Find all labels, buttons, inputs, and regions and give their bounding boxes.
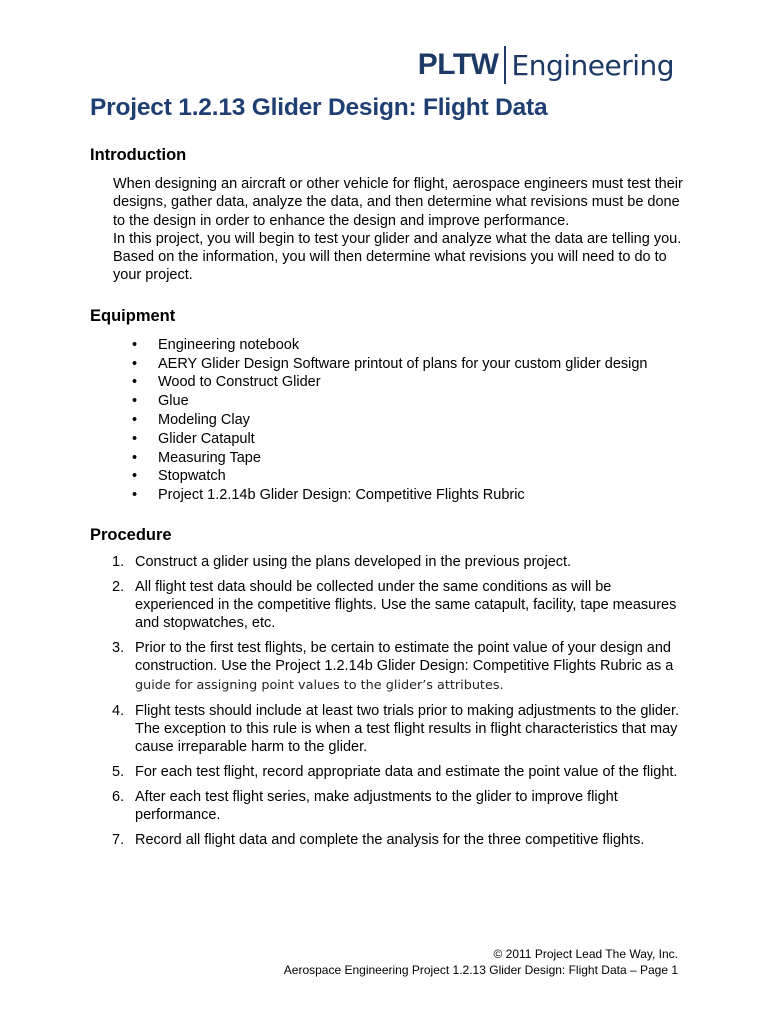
procedure-step: 3. Prior to the first test flights, be certain to estimate the point value of your design and construction. Use the Project 1.2.14b Glider Design: Competitive Flights Rubric as a guide for assigning point values to the glider’s attributes. xyxy=(112,640,674,693)
procedure-heading: Procedure xyxy=(90,525,172,544)
equipment-item: • Engineering notebook xyxy=(132,336,300,353)
procedure-step: 6. After each test flight series, make adjustments to the glider to improve flight performance. xyxy=(112,788,618,824)
step-number: 3. xyxy=(112,640,125,657)
footer-page-line: Aerospace Engineering Project 1.2.13 Glider Design: Flight Data – Page 1 xyxy=(283,963,678,977)
bullet-icon: • xyxy=(132,411,138,428)
step-number: 2. xyxy=(112,578,125,595)
equipment-item: • Glue xyxy=(132,393,189,410)
step-number: 5. xyxy=(112,763,125,780)
bullet-icon: • xyxy=(132,355,138,372)
procedure-step: 5. For each test flight, record appropriate data and estimate the point value of the flight. xyxy=(112,763,678,780)
procedure-list xyxy=(90,553,690,849)
procedure-step: 4. Flight tests should include at least two trials prior to making adjustments to the glider. The exception to this rule is when a test flight results in flight characteristics that may cause irreparable harm to the glider. xyxy=(112,702,680,756)
procedure-step: 7. Record all flight data and complete the analysis for the three competitive flights. xyxy=(112,831,645,848)
equipment-item: • Project 1.2.14b Glider Design: Competitive Flights Rubric xyxy=(132,487,525,504)
introduction-paragraph: When designing an aircraft or other vehicle for flight, aerospace engineers must test their designs, gather data, analyze the data, and then determine what revisions must be done to the design in order to enhance the design and improve performance. xyxy=(113,176,683,229)
page-title: Project 1.2.13 Glider Design: Flight Data xyxy=(90,94,548,121)
bullet-icon: • xyxy=(132,449,138,466)
logo-divider xyxy=(504,46,506,84)
equipment-item: • Modeling Clay xyxy=(132,411,250,428)
document-body xyxy=(90,90,690,856)
introduction-text xyxy=(113,175,683,285)
bullet-icon: • xyxy=(132,487,138,504)
step-number: 6. xyxy=(112,788,125,805)
procedure-step: 2. All flight test data should be collected under the same conditions as will be experienced in the competitive flights. Use the same catapult, facility, tape measures and stopwatches, etc. xyxy=(112,578,677,632)
procedure-step: 1. Construct a glider using the plans developed in the previous project. xyxy=(112,553,572,570)
logo-name: Engineering xyxy=(511,48,674,82)
equipment-item: • Glider Catapult xyxy=(132,430,255,447)
bullet-icon: • xyxy=(132,430,138,447)
equipment-item: • Measuring Tape xyxy=(132,449,261,466)
equipment-heading: Equipment xyxy=(90,306,176,325)
bullet-icon: • xyxy=(132,468,138,485)
pltw-logo xyxy=(418,46,674,84)
equipment-item: • Stopwatch xyxy=(132,468,226,485)
step-number: 4. xyxy=(112,702,125,719)
introduction-heading: Introduction xyxy=(90,146,187,164)
page-footer xyxy=(284,946,678,978)
bullet-icon: • xyxy=(132,374,138,391)
step-number: 1. xyxy=(112,553,125,570)
logo-brand: PLTW xyxy=(417,48,499,81)
equipment-item: • AERY Glider Design Software printout of plans for your custom glider design xyxy=(132,355,648,372)
equipment-list xyxy=(90,336,690,505)
equipment-item: • Wood to Construct Glider xyxy=(132,374,321,391)
footer-copyright: © 2011 Project Lead The Way, Inc. xyxy=(493,947,678,961)
introduction-paragraph: In this project, you will begin to test your glider and analyze what the data are telling you. Based on the information, you will then determine what revisions you will need to do to your project. xyxy=(113,230,682,284)
step-number: 7. xyxy=(112,831,125,848)
bullet-icon: • xyxy=(132,336,138,353)
bullet-icon: • xyxy=(132,393,138,410)
